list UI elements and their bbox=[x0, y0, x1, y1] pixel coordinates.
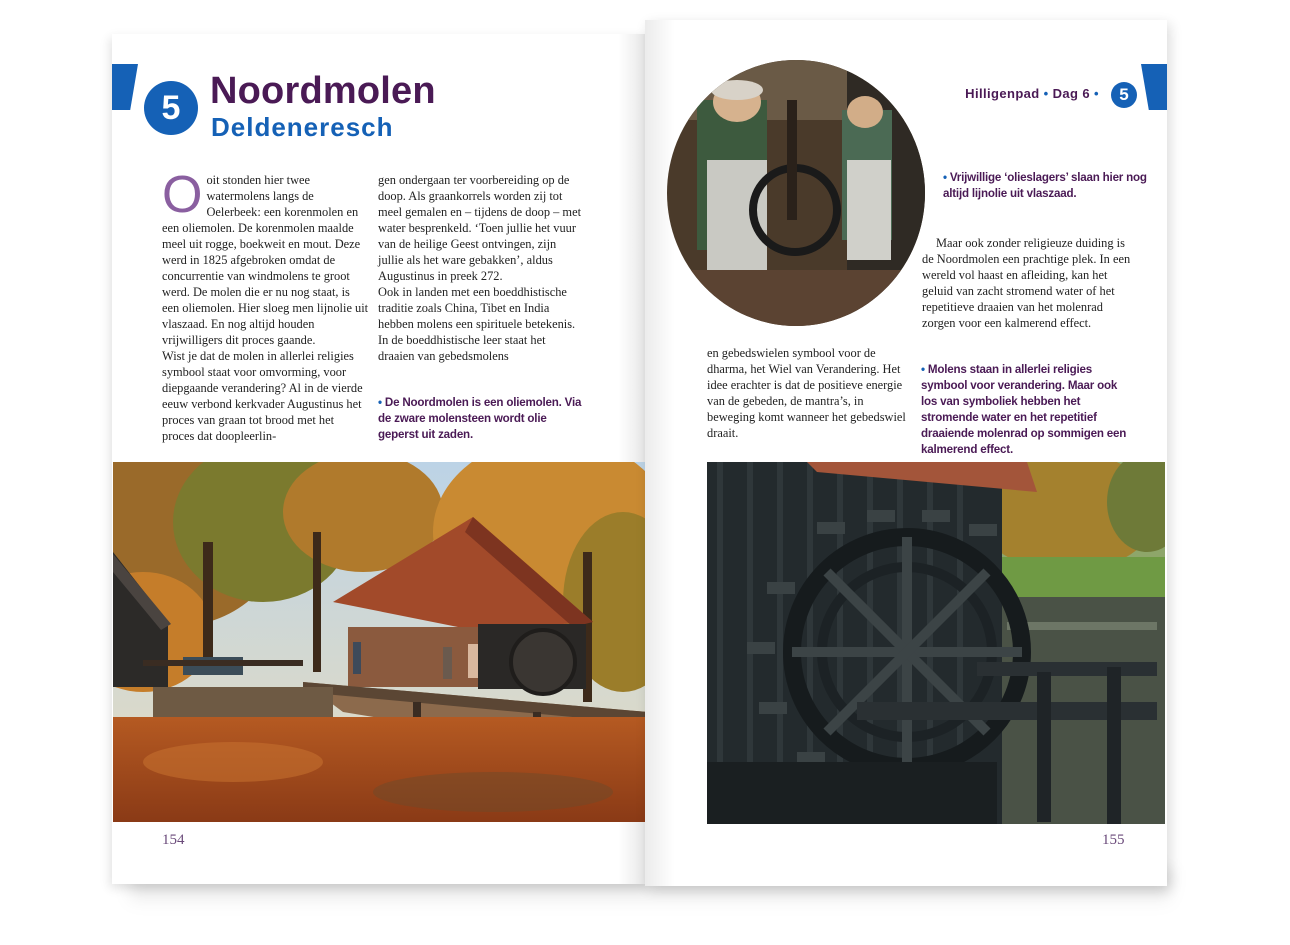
photo-caption bbox=[943, 170, 1153, 202]
watermill-autumn-photo bbox=[113, 462, 648, 822]
caption-text: De Noordmolen is een oliemolen. Via de zware molensteen wordt olie geperst uit zaden. bbox=[378, 396, 582, 441]
caption-text: Molens staan in allerlei religies symbool voor verandering. Maar ook los van symboliek hebben het stromende water en het repetitief draaiende molenrad op sommigen een kalmerend effect. bbox=[921, 363, 1127, 456]
page-number: 155 bbox=[1102, 832, 1125, 848]
page-gutter-shadow bbox=[645, 20, 675, 886]
chapter-number-badge: 5 bbox=[144, 81, 198, 135]
page-title: Noordmolen bbox=[210, 70, 436, 112]
text-column-1 bbox=[162, 166, 369, 444]
text-column-right bbox=[922, 235, 1134, 331]
chapter-tab-marker bbox=[112, 64, 138, 110]
text-column-left bbox=[707, 345, 912, 441]
page-number: 154 bbox=[162, 832, 185, 848]
right-page bbox=[645, 20, 1167, 886]
paragraph: gen ondergaan ter voorbereiding op de doop. Als graankorrels worden zij tot meel gemalen en – tijdens de doop – met water besprenkeld. ‘Toen jullie het vuur van de heilige Geest ontvingen, zijn jullie als het ware gebakken’, aldus Augustinus in preek 272. bbox=[378, 173, 582, 283]
photo-caption bbox=[378, 395, 588, 443]
left-page bbox=[112, 34, 648, 884]
route-name: Hilligenpad bbox=[965, 86, 1040, 101]
bullet-icon: • bbox=[921, 363, 925, 376]
bullet-icon: • bbox=[943, 171, 947, 184]
chapter-number-badge: 5 bbox=[1111, 82, 1137, 108]
paragraph: Ook in landen met een boeddhistische traditie zoals China, Tibet en India hebben molens een spirituele betekenis. In de boeddhistische leer staat het draaien van gebedsmolens bbox=[378, 285, 576, 363]
drop-cap: O bbox=[162, 166, 203, 224]
separator-dot: • bbox=[1094, 86, 1099, 101]
caption-text: Vrijwillige ‘olieslagers’ slaan hier nog altijd lijnolie uit vlaszaad. bbox=[943, 171, 1147, 200]
running-header bbox=[965, 86, 1099, 101]
page-subtitle: Deldeneresch bbox=[211, 112, 394, 142]
paragraph: oit stonden hier twee watermolens langs de Oelerbeek: een korenmolen en een oliemolen. De korenmolen maalde meel uit rogge, boekweit en mout. Deze werd in 1825 afgebroken omdat de concurrentie van windmolens te groot werd. De molen die er nu nog staat, is een oliemolen. Hier sloeg men lijnolie uit vlaszaad. En nog altijd houden vrijwilligers dit proces gaande. bbox=[162, 173, 369, 347]
photo-caption bbox=[921, 362, 1133, 458]
text-column-2 bbox=[378, 172, 584, 364]
bullet-icon: • bbox=[378, 396, 382, 409]
paragraph: Wist je dat de molen in allerlei religies symbool staat voor omvorming, voor diepgaande verandering? Al in de vierde eeuw verbond kerkvader Augustinus het proces van graan tot brood met het proces dat doopleerlin- bbox=[162, 349, 363, 443]
day-label: Dag 6 bbox=[1052, 86, 1091, 101]
olieslagers-circle-photo bbox=[667, 60, 925, 326]
chapter-tab-marker bbox=[1141, 64, 1167, 110]
waterwheel-photo bbox=[707, 462, 1165, 824]
separator-dot: • bbox=[1043, 86, 1049, 101]
paragraph: en gebedswielen symbool voor de dharma, het Wiel van Verandering. Het idee erachter is dat de positieve energie van de gebeden, de mantra’s, in beweging komt wanneer het gebedswiel draait. bbox=[707, 346, 906, 440]
paragraph: Maar ook zonder religieuze duiding is de Noordmolen een prachtige plek. In een wereld vol haast en afleiding, kan het geluid van zacht stromend water of het repetitieve draaien van het molenrad zorgen voor een kalmerend effect. bbox=[922, 236, 1131, 330]
